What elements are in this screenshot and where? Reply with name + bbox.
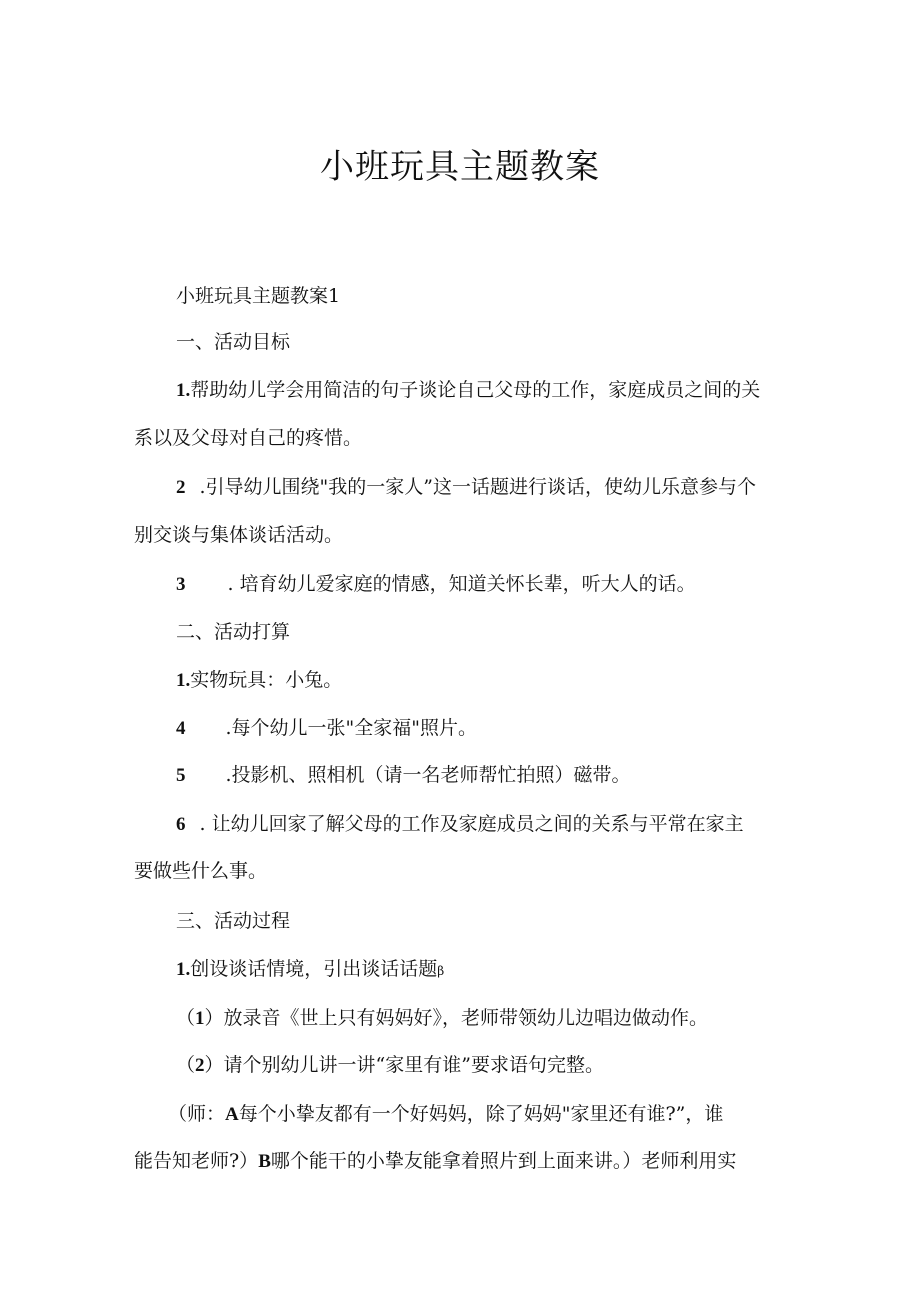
sub-step-2-number: 2 <box>195 1055 205 1076</box>
step-1-text: 创设谈话情境，引出谈话话题 <box>190 958 438 980</box>
goal-1-line-2: 系以及父母对自己的疼惜。 <box>134 427 363 449</box>
goal-3-text: . 培育幼儿爱家庭的情感，知道关怀长辈，听大人的话。 <box>227 573 696 595</box>
prep-5-text: .投影机、照相机（请一名老师帮忙拍照）磁带。 <box>225 764 631 786</box>
dialog-line-2-b: 哪个能干的小挚友能拿着照片到上面来讲。）老师利用实 <box>270 1150 737 1172</box>
goal-3-line <box>176 570 696 599</box>
goal-1-number: 1. <box>176 380 191 401</box>
sub-step-1-number: 1 <box>195 1008 205 1029</box>
prep-6-line-2: 要做些什么事。 <box>134 860 268 882</box>
goal-2-line-2: 别交谈与集体谈话活动。 <box>134 524 344 546</box>
sub-step-1-open: （ <box>176 1007 196 1029</box>
prep-6-line-1 <box>176 810 744 839</box>
dialog-marker-a: A <box>225 1104 239 1125</box>
sub-step-1-text: ）放录音《世上只有妈妈好》，老师带领幼儿边唱边做动作。 <box>204 1007 709 1029</box>
goal-1-text-a: 帮助幼儿学会用简洁的句子谈论自己父母的工作，家庭成员之间的关 <box>190 379 761 401</box>
step-1-number: 1. <box>176 959 191 980</box>
goal-2-text-a: .引导幼儿围绕"我的一家人”这一话题进行谈话，使幼儿乐意参与个 <box>199 476 756 498</box>
step-1-line <box>176 955 444 985</box>
dialog-line-2 <box>134 1147 736 1176</box>
sub-step-1-line <box>176 1004 708 1033</box>
subtitle: 小班玩具主题教案1 <box>176 285 341 307</box>
goal-3-number: 3 <box>176 574 186 595</box>
section-heading-goals: 一、活动目标 <box>176 331 291 353</box>
dialog-marker-b: B <box>258 1151 271 1172</box>
step-1-tail: β <box>437 964 445 978</box>
document-title: 小班玩具主题教案 <box>320 147 600 187</box>
prep-4-text: .每个幼儿一张"全家福"照片。 <box>225 717 478 739</box>
prep-1-number: 1. <box>176 670 191 691</box>
prep-4-number: 4 <box>176 718 186 739</box>
sub-step-2-open: （ <box>176 1054 196 1076</box>
prep-4-line <box>176 714 477 743</box>
goal-2-number: 2 <box>176 477 186 498</box>
prep-1-line <box>176 666 342 695</box>
prep-5-line <box>176 761 631 790</box>
goal-1-line-1 <box>176 376 760 405</box>
section-heading-prep: 二、活动打算 <box>176 621 291 643</box>
prep-6-number: 6 <box>176 814 186 835</box>
dialog-line-2-a: 能告知老师?） <box>134 1150 259 1172</box>
dialog-line-1-a: （师： <box>168 1103 226 1125</box>
prep-5-number: 5 <box>176 765 186 786</box>
dialog-line-1-b: 每个小挚友都有一个好妈妈，除了妈妈"家里还有谁?”，谁 <box>238 1103 724 1125</box>
sub-step-2-text: ）请个别幼儿讲一讲“家里有谁”要求语句完整。 <box>204 1054 604 1076</box>
goal-2-line-1 <box>176 473 756 502</box>
dialog-line-1 <box>168 1100 723 1129</box>
section-heading-process: 三、活动过程 <box>176 910 291 932</box>
sub-step-2-line <box>176 1051 604 1080</box>
prep-1-text: 实物玩具：小兔。 <box>190 669 343 691</box>
prep-6-text-a: . 让幼儿回家了解父母的工作及家庭成员之间的关系与平常在家主 <box>199 813 744 835</box>
